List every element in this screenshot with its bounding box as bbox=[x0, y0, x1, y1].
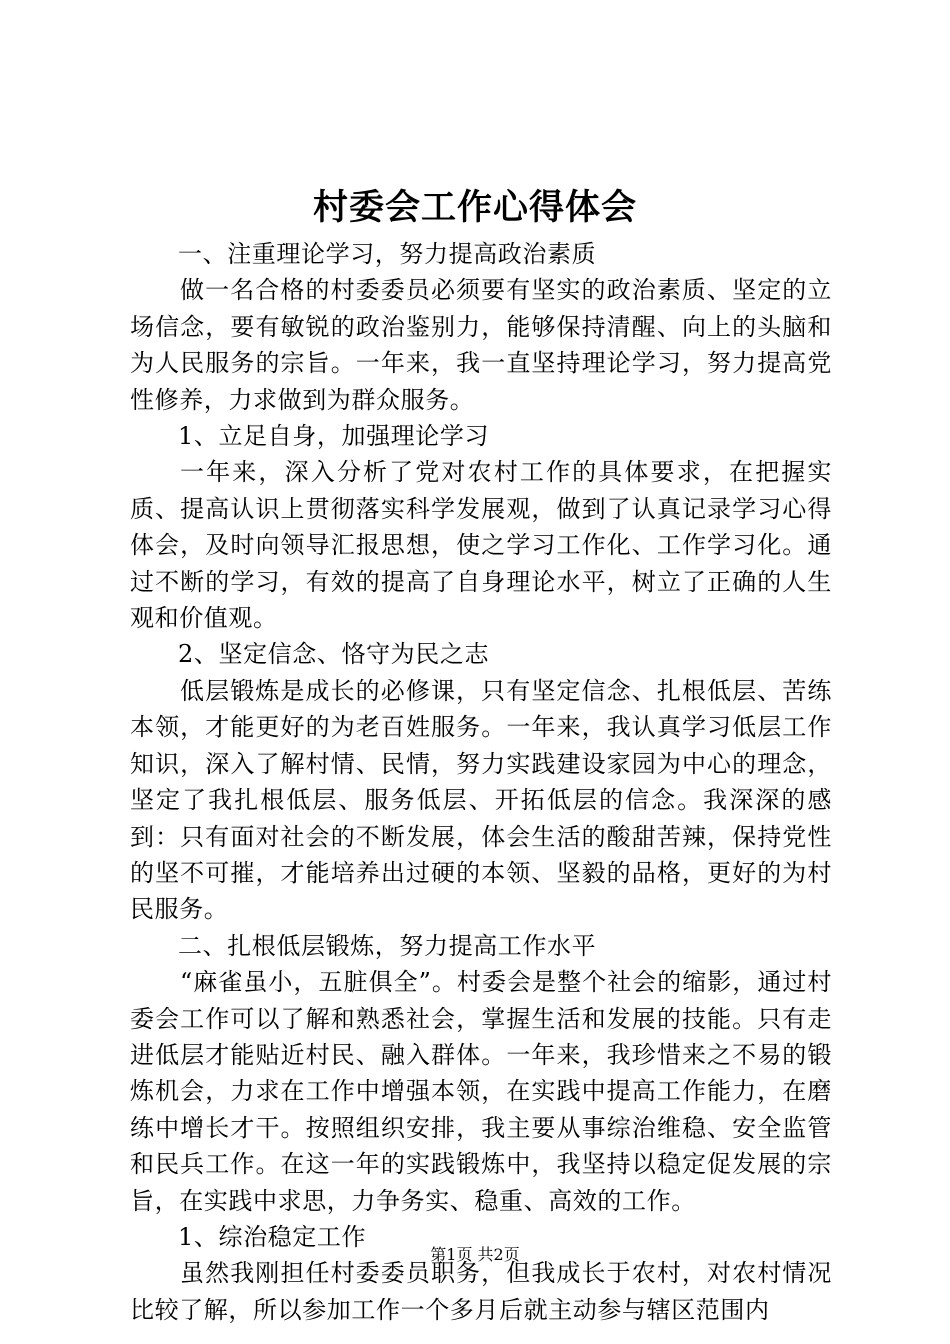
page-number-footer: 第1页 共2页 bbox=[430, 1245, 520, 1264]
body-paragraph: “麻雀虽小，五脏俱全”。村委会是整个社会的缩影，通过村委会工作可以了解和熟悉社会，掌握生活和发展的技能。只有走进低层才能贴近村民、融入群体。一年来，我珍惜来之不易的锻炼机会，力求在工作中增强本领，在实践中提高工作能力，在磨练中增长才干。按照组织安排，我主要从事综治维稳、安全监管和民兵工作。在这一年的实践锻炼中，我坚持以稳定促发展的宗旨，在实践中求思，力争务实、稳重、高效的工作。 bbox=[130, 968, 832, 1215]
body-paragraph: 做一名合格的村委委员必须要有坚实的政治素质、坚定的立场信念，要有敏锐的政治鉴别力，能够保持清醒、向上的头脑和为人民服务的宗旨。一年来，我一直坚持理论学习，努力提高党性修养，力求做到为群众服务。 bbox=[130, 276, 832, 414]
document-title: 村委会工作心得体会 bbox=[312, 187, 637, 228]
body-paragraph: 低层锻炼是成长的必修课，只有坚定信念、扎根低层、苦练本领，才能更好的为老百姓服务。一年来，我认真学习低层工作知识，深入了解村情、民情，努力实践建设家园为中心的理念，坚定了我扎根低层、服务低层、开拓低层的信念。我深深的感到：只有面对社会的不断发展，体会生活的酸甜苦辣，保持党性的坚不可摧，才能培养出过硬的本领、坚毅的品格，更好的为村民服务。 bbox=[130, 676, 832, 924]
section-heading: 一、注重理论学习，努力提高政治素质 bbox=[178, 240, 597, 268]
subsection-heading: 1、综治稳定工作 bbox=[178, 1222, 367, 1251]
document-body bbox=[130, 236, 832, 1328]
body-paragraph: 一年来，深入分析了党对农村工作的具体要求，在把握实质、提高认识上贯彻落实科学发展观，做到了认真记录学习心得体会，及时向领导汇报思想，使之学习工作化、工作学习化。通过不断的学习，有效的提高了自身理论水平，树立了正确的人生观和价值观。 bbox=[130, 458, 832, 633]
subsection-heading: 1、立足自身，加强理论学习 bbox=[178, 422, 490, 451]
body-paragraph: 虽然我刚担任村委委员职务，但我成长于农村，对农村情况比较了解，所以参加工作一个多月后就主动参与辖区范围内 bbox=[130, 1259, 832, 1324]
subsection-heading: 2、坚定信念、恪守为民之志 bbox=[178, 640, 490, 669]
section-heading: 二、扎根低层锻炼，努力提高工作水平 bbox=[178, 931, 597, 960]
